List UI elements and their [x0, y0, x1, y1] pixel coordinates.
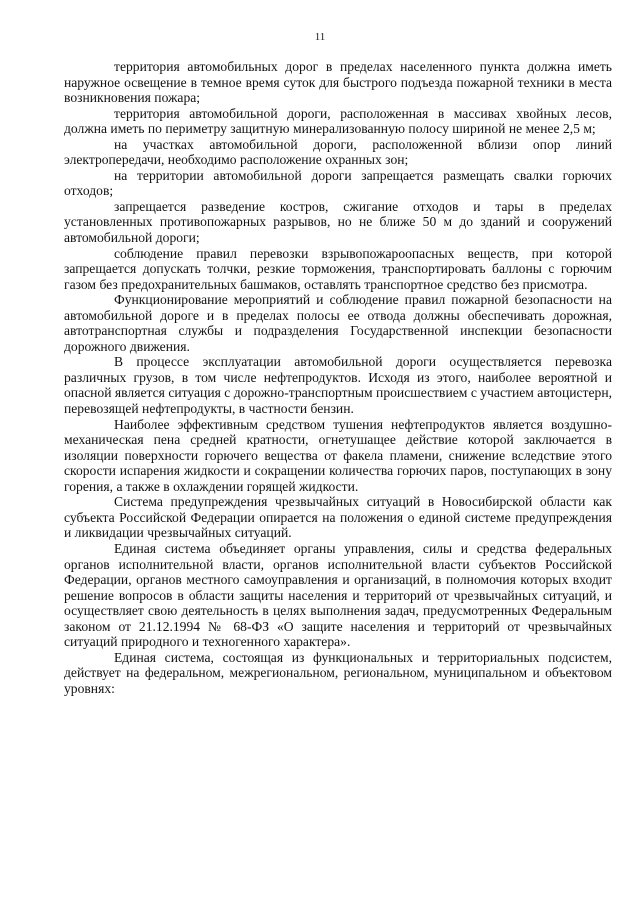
paragraph-fire-safety-services: Функционирование мероприятий и соблюдение правил пожарной безопасности на автомобильной дороге и в пределах полосы ее отвода должны обеспечивать дорожная, автотранспортная службы и подразделения Государственной инспекции безопасности дорожного движения.: [64, 292, 612, 354]
document-body: [64, 59, 612, 696]
paragraph-waste-dumps: на территории автомобильной дороги запрещается размещать свалки горючих отходов;: [64, 167, 612, 199]
paragraph-system-levels: Единая система, состоящая из функциональных и территориальных подсистем, действует на федеральном, межрегиональном, региональном, муниципальном и объектовом уровнях:: [64, 649, 612, 696]
page-number: 11: [314, 31, 326, 43]
paragraph-unified-system-bodies: Единая система объединяет органы управления, силы и средства федеральных органов исполнительной власти, органов исполнительной власти субъектов Российской Федерации, органов местного самоуправления и организаций, в полномочия которых входит решение вопросов в области защиты населения и территорий от чрезвычайных ситуаций, и осуществляет свою деятельность в целях выполнения задач, предусмотренных Федеральным законом от 21.12.1994 № 68-ФЗ «О защите населения и территорий от чрезвычайных ситуаций природного и техногенного характера».: [64, 540, 612, 650]
paragraph-emergency-system: Система предупреждения чрезвычайных ситуаций в Новосибирской области как субъекта Российской Федерации опирается на положения о единой системе предупреждения и ликвидации чрезвычайных ситуаций.: [64, 494, 612, 541]
paragraph-oil-transport: В процессе эксплуатации автомобильной дороги осуществляется перевозка различных грузов, в том числе нефтепродуктов. Исходя из этого, наиболее вероятной и опасной является ситуация с дорожно-транспортным происшествием с участием автоцистерн, перевозящей нефтепродукты, в частности бензин.: [64, 354, 612, 417]
paragraph-fire-ban: запрещается разведение костров, сжигание отходов и тары в пределах установленных противопожарных разрывов, но не ближе 50 м до зданий и сооружений автомобильной дороги;: [64, 198, 612, 246]
paragraph-hazardous-transport: соблюдение правил перевозки взрывопожароопасных веществ, при которой запрещается допускать толчки, резкие торможения, транспортировать баллоны с горючим газом без предохранительных башмаков, оставлять транспортное средство без присмотра.: [64, 245, 612, 292]
paragraph-street-lighting: территория автомобильных дорог в пределах населенного пункта должна иметь наружное освещение в темное время суток для быстрого подъезда пожарной техники в места возникновения пожара;: [64, 59, 612, 106]
paragraph-mineralized-strip: территория автомобильной дороги, расположенная в массивах хвойных лесов, должна иметь по периметру защитную минерализованную полосу шириной не менее 2,5 м;: [64, 105, 612, 137]
paragraph-foam-extinguishing: Наиболее эффективным средством тушения нефтепродуктов является воздушно-механическая пена средней кратности, огнетушащее действие которой заключается в изоляции поверхности горючего вещества от факела пламени, снижение вследствие этого скорости испарения жидкости и сокращении количества горючих паров, поступающих в зону горения, а также в охлаждении горящей жидкости.: [64, 416, 612, 494]
paragraph-power-line-zones: на участках автомобильной дороги, расположенной вблизи опор линий электропередачи, необходимо расположение охранных зон;: [64, 136, 612, 168]
